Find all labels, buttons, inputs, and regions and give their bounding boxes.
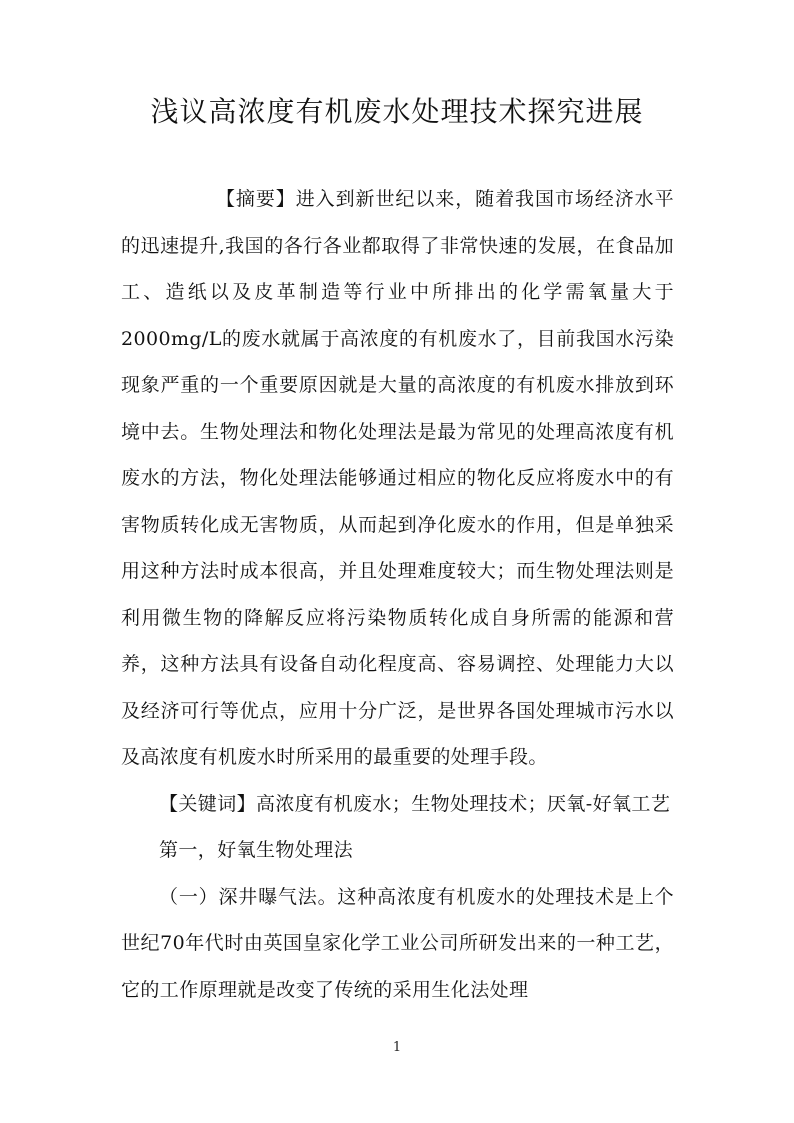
document-title: 浅议高浓度有机废水处理技术探究进展: [150, 95, 644, 128]
document-body: [121, 176, 674, 1013]
page-number: 1: [392, 1040, 402, 1055]
keywords-paragraph: 【关键词】高浓度有机废水；生物处理技术；厌氧-好氧工艺: [159, 792, 671, 815]
section-heading: 第一，好氧生物处理法: [159, 839, 354, 861]
subsection-paragraph: （一）深井曝气法。这种高浓度有机废水的处理技术是上个世纪70年代时由英国皇家化学工业公司所研发出来的一种工艺，它的工作原理就是改变了传统的采用生化法处理: [121, 885, 674, 1001]
abstract-paragraph: 【摘要】进入到新世纪以来，随着我国市场经济水平的迅速提升,我国的各行各业都取得了非常快速的发展，在食品加工、造纸以及皮革制造等行业中所排出的化学需氧量大于2000mg/L的废水就属于高浓度的有机废水了，目前我国水污染现象严重的一个重要原因就是大量的高浓度的有机废水排放到环境中去。生物处理法和物化处理法是最为常见的处理高浓度有机废水的方法，物化处理法能够通过相应的物化反应将废水中的有害物质转化成无害物质，从而起到净化废水的作用，但是单独采用这种方法时成本很高，并且处理难度较大；而生物处理法则是利用微生物的降解反应将污染物质转化成自身所需的能源和营养，这种方法具有设备自动化程度高、容易调控、处理能力大以及经济可行等优点，应用十分广泛，是世界各国处理城市污水以及高浓度有机废水时所采用的最重要的处理手段。: [121, 188, 674, 768]
